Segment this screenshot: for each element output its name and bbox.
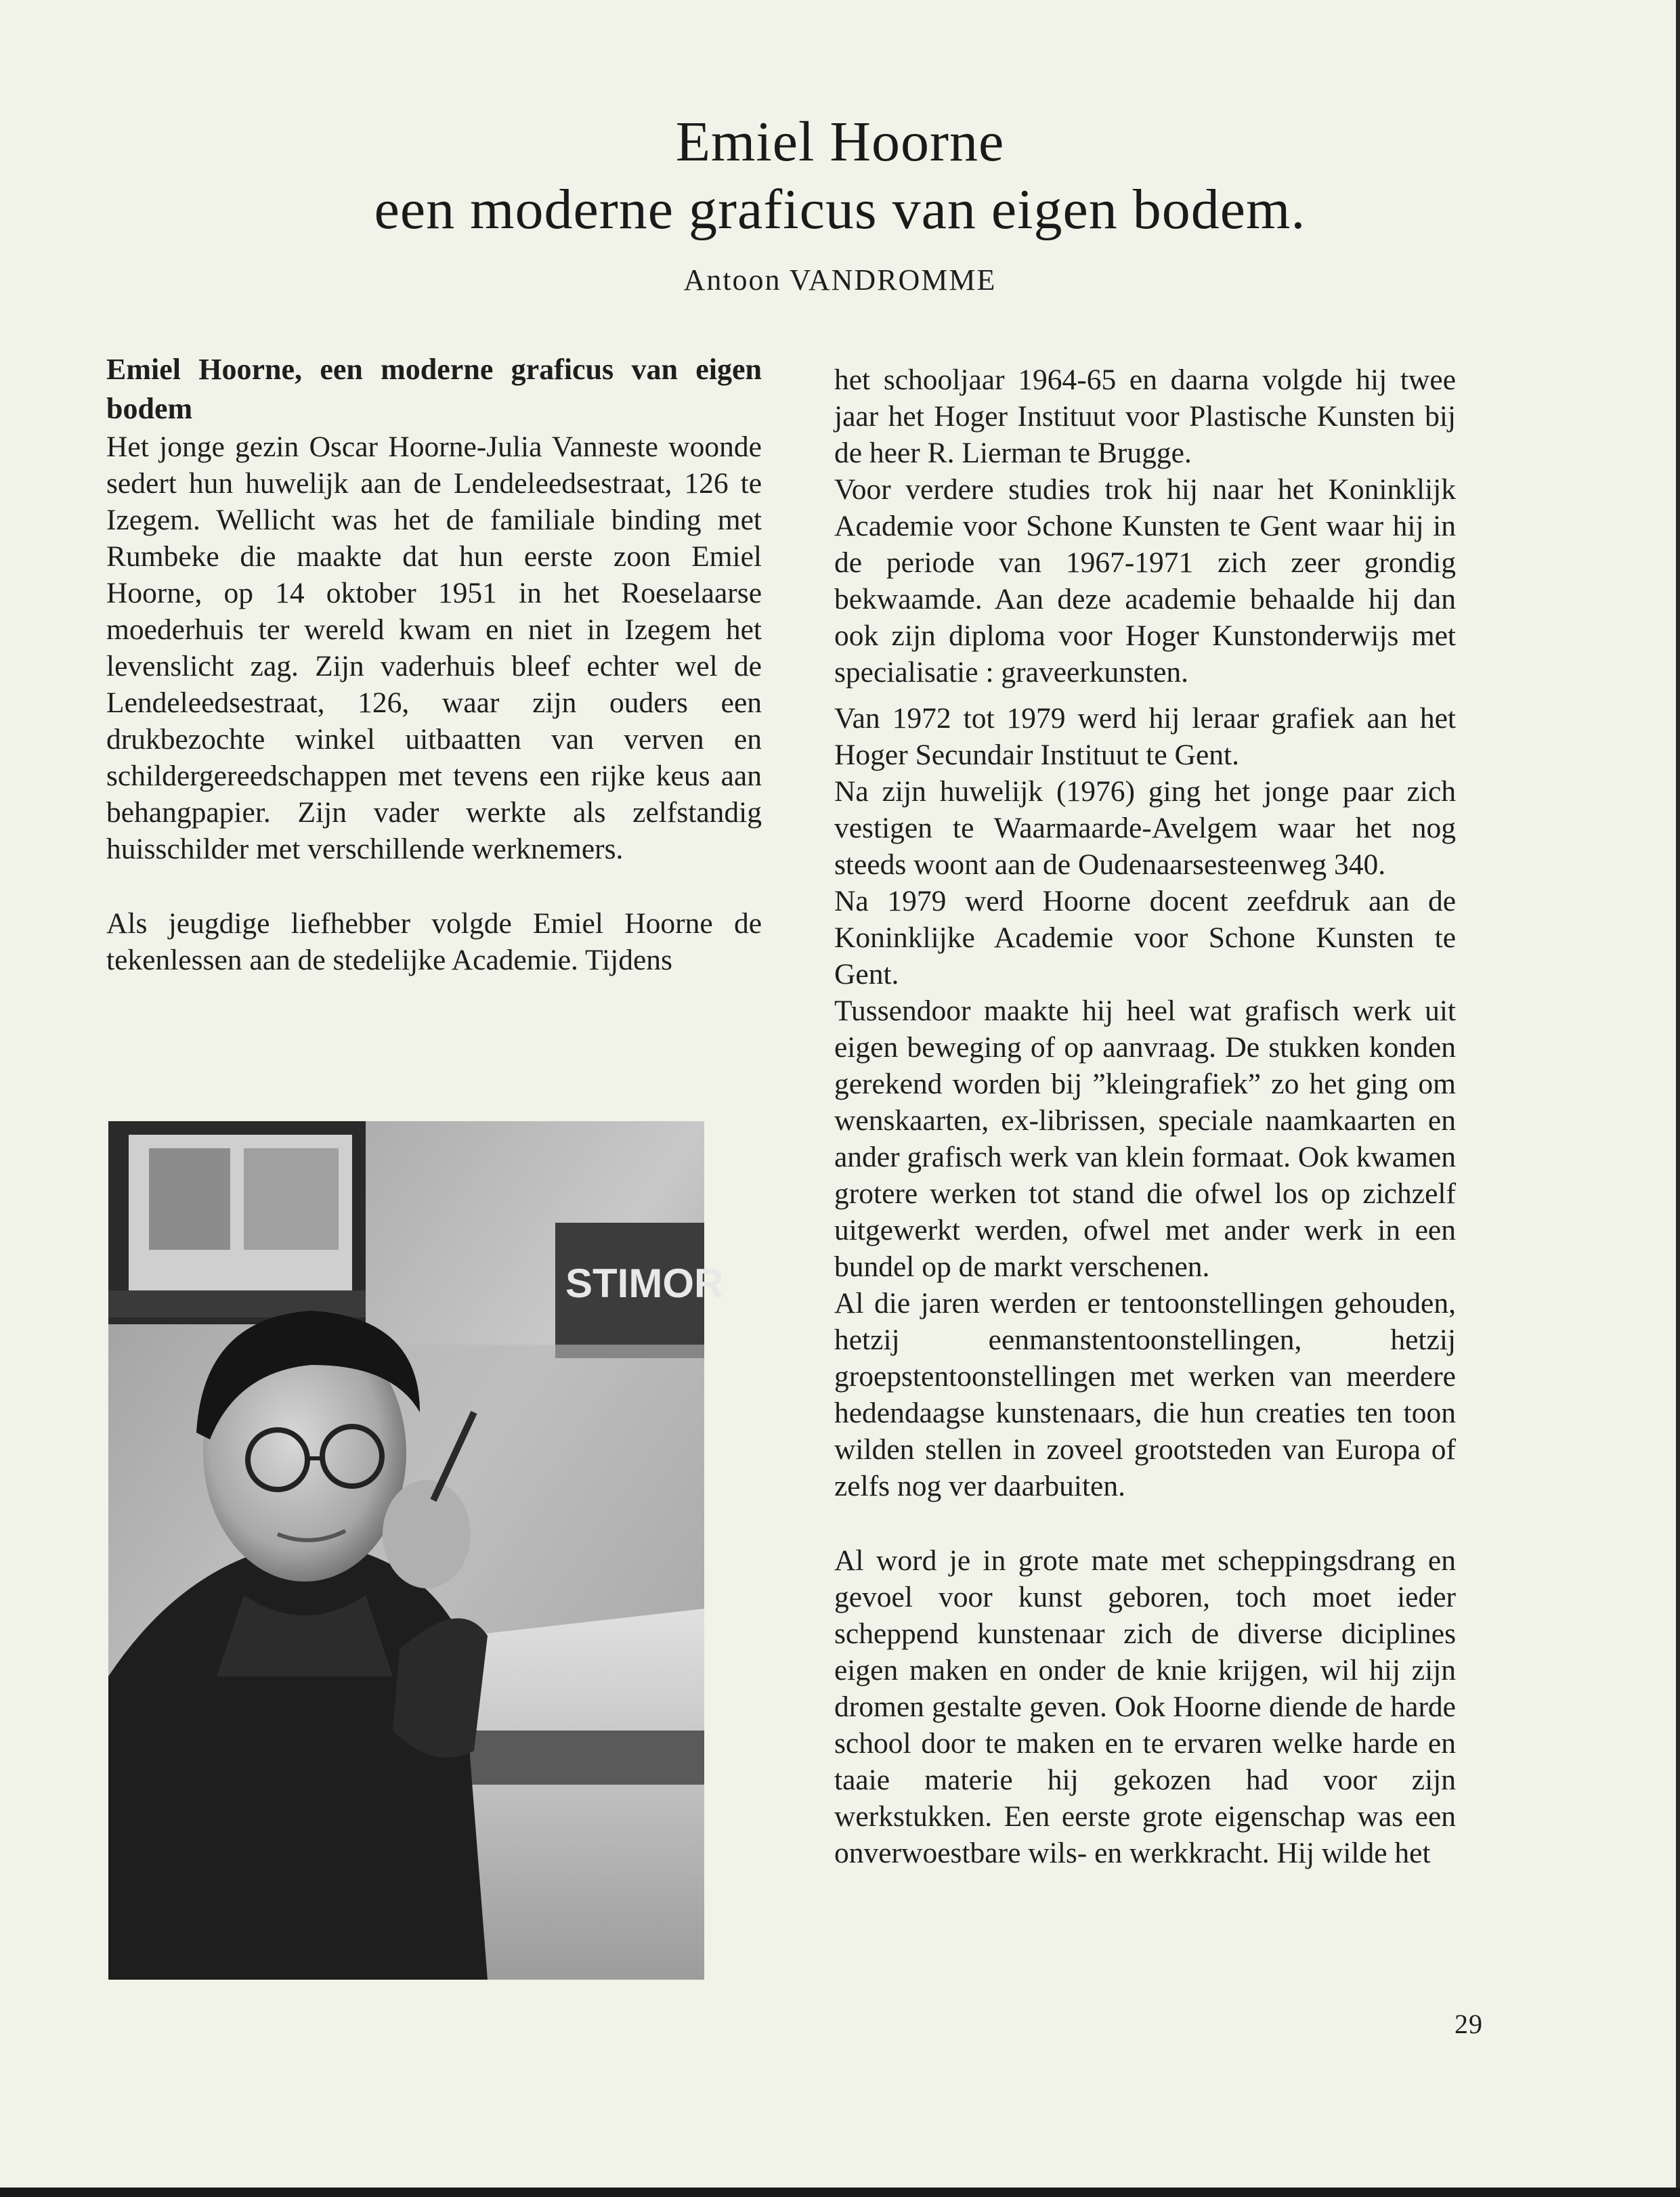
right-paragraph-4: Na zijn huwelijk (1976) ging het jonge paar zich vestigen te Waarmaarde-Avelgem waar het nog steeds woont aan de Oudenaarsesteenweg 340. [834, 775, 1456, 881]
left-paragraph-1: Het jonge gezin Oscar Hoorne-Julia Vanneste woonde sedert hun huwelijk aan de Lendeleedsestraat, 126 te Izegem. Wellicht was het de familiale binding met Rumbeke die maakte dat hun eerste zoon Emiel Hoorne, op 14 oktober 1951 in het Roeselaarse moederhuis ter wereld kwam en niet in Izegem het levenslicht zag. Zijn vaderhuis bleef echter wel de Lendeleedsestraat, 126, waar zijn ouders een drukbezochte winkel uitbaatten van verven en schildergereedschappen met tevens een rijke keus aan behangpapier. Zijn vader werkte als zelfstandig huisschilder met verschillende werknemers. [106, 431, 762, 865]
right-paragraph-8: Al word je in grote mate met scheppingsdrang en gevoel voor kunst geboren, toch moet ieder scheppend kunstenaar zich de diverse diciplines eigen maken en onder de knie krijgen, wil hij zijn dromen gestalte geven. Ook Hoorne diende de harde school door te maken en te ervaren welke harde en taaie materie hij gekozen had voor zijn werkstukken. Een eerste grote eigenschap was een onverwoestbare wils- en werkkracht. Hij wilde het [834, 1544, 1456, 1869]
page-edge-right [1676, 0, 1680, 2197]
right-paragraph-7: Al die jaren werden er tentoonstellingen gehouden, hetzij eenmanstentoonstellingen, hetzij groepstentoonstellingen met werken van meerdere hedendaagse kunstenaars, die hun creaties ten toon wilden stellen in zoveel grootsteden van Europa of zelfs nog ver daarbuiten. [834, 1287, 1456, 1502]
title-line-2: een moderne graficus van eigen bodem. [374, 178, 1306, 241]
right-paragraph-5: Na 1979 werd Hoorne docent zeefdruk aan de Koninklijke Academie voor Schone Kunsten te Gent. [834, 885, 1456, 991]
portrait-photo [108, 1121, 724, 1980]
article-title [0, 108, 1680, 244]
right-column [834, 362, 1456, 1871]
photo-sign-text: STIMOR [565, 1261, 724, 1306]
left-column [106, 350, 762, 978]
right-paragraph-6: Tussendoor maakte hij heel wat grafisch werk uit eigen beweging of op aanvraag. De stukken konden gerekend worden bij ”kleingrafiek” zo het ging om wenskaarten, ex-librissen, speciale naamkaarten en ander grafisch werk van klein formaat. Ook kwamen grotere werken tot stand die ofwel los op zichzelf uitgewerkt werden, ofwel met ander werk in een bundel op de markt verschenen. [834, 995, 1456, 1283]
section-heading: Emiel Hoorne, een moderne graficus van eigen bodem [106, 353, 762, 425]
right-paragraph-3: Van 1972 tot 1979 werd hij leraar grafiek aan het Hoger Secundair Instituut te Gent. [834, 702, 1456, 771]
title-line-1: Emiel Hoorne [675, 110, 1005, 173]
page-edge-bottom [0, 2188, 1680, 2197]
author-name: Antoon VANDROMME [683, 263, 997, 297]
right-paragraph-1: het schooljaar 1964-65 en daarna volgde hij twee jaar het Hoger Instituut voor Plastische Kunsten bij de heer R. Lierman te Brugge. [834, 364, 1456, 469]
page-number: 29 [1455, 2009, 1483, 2039]
left-paragraph-2: Als jeugdige liefhebber volgde Emiel Hoorne de tekenlessen aan de stedelijke Academie. Tijdens [106, 907, 762, 976]
right-paragraph-2: Voor verdere studies trok hij naar het Koninklijk Academie voor Schone Kunsten te Gent waar hij in de periode van 1967-1971 zich zeer grondig bekwaamde. Aan deze academie behaalde hij dan ook zijn diploma voor Hoger Kunstonderwijs met specialisatie : graveerkunsten. [834, 473, 1456, 689]
